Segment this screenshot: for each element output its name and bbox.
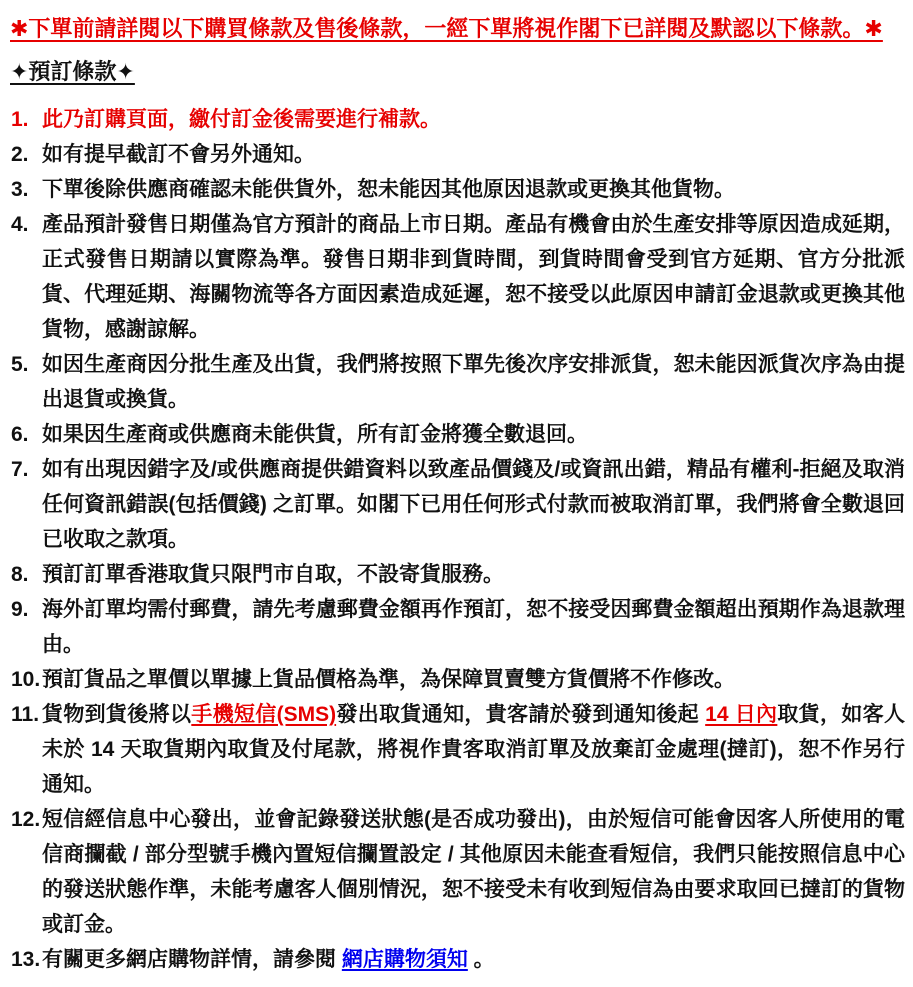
- term-text: [42, 592, 905, 662]
- term-text: [42, 137, 905, 172]
- term-segment: 此乃訂購頁面，繳付訂金後需要進行補款。: [42, 108, 441, 131]
- term-item-8: [10, 557, 905, 592]
- term-segment: 取貨，如客人未於 14 天取貨期內取貨及付尾款，將視作貴客取消訂單及放棄訂金處理(撻訂)，恕不作另行通知。: [42, 703, 905, 796]
- pre-order-warning-banner: ✱下單前請詳閱以下購買條款及售後條款，一經下單將視作閣下已詳閱及默認以下條款。✱: [10, 16, 883, 41]
- term-segment: 短信經信息中心發出，並會記錄發送狀態(是否成功發出)，由於短信可能會因客人所使用的電信商攔截 / 部分型號手機內置短信攔置設定 / 其他原因未能查看短信，我們只能按照信息中心的發送狀態作準，未能考慮客人個別情況，恕不接受未有收到短信為由要求取回已撻訂的貨物或訂金。: [42, 808, 905, 936]
- term-text: [42, 207, 905, 347]
- term-number: 3.: [11, 178, 29, 201]
- term-text: [42, 942, 905, 977]
- term-segment: 預訂貨品之單價以單據上貨品價格為準，為保障買賣雙方貨價將不作修改。: [42, 668, 735, 691]
- term-number: 12.: [11, 808, 41, 831]
- term-text: [42, 417, 905, 452]
- term-item-4: [10, 207, 905, 347]
- term-segment: 海外訂單均需付郵費，請先考慮郵費金額再作預訂，恕不接受因郵費金額超出預期作為退款理由。: [42, 598, 905, 656]
- term-segment: 產品預計發售日期僅為官方預計的商品上市日期。產品有機會由於生產安排等原因造成延期，正式發售日期請以實際為準。發售日期非到貨時間，到貨時間會受到官方延期、官方分批派貨、代理延期、海關物流等各方面因素造成延遲，恕不接受以此原因申請訂金退款或更換其他貨物，感謝諒解。: [42, 213, 905, 341]
- term-text: [42, 172, 905, 207]
- term-segment: 。: [467, 948, 495, 971]
- term-number: 8.: [11, 563, 29, 586]
- term-segment: 如果因生產商或供應商未能供貨，所有訂金將獲全數退回。: [42, 423, 588, 446]
- term-segment: 有關更多網店購物詳情，請參閱: [42, 948, 342, 971]
- term-segment: 如因生產商因分批生產及出貨，我們將按照下單先後次序安排派貨，恕未能因派貨次序為由提出退貨或換貨。: [42, 353, 905, 411]
- term-number: 6.: [11, 423, 29, 446]
- term-item-13: [10, 942, 905, 977]
- term-item-9: [10, 592, 905, 662]
- term-number: 9.: [11, 598, 29, 621]
- term-number: 7.: [11, 458, 29, 481]
- term-item-11: [10, 697, 905, 802]
- term-item-10: [10, 662, 905, 697]
- term-number: 13.: [11, 948, 41, 971]
- section-title-preorder-terms: ✦預訂條款✦: [10, 59, 135, 84]
- term-segment: 貨物到貨後將以: [42, 703, 192, 726]
- term-number: 10.: [11, 668, 41, 691]
- term-text: [42, 452, 905, 557]
- term-highlight: 14 日內: [705, 703, 778, 726]
- term-number: 11.: [11, 703, 40, 726]
- term-text: [42, 347, 905, 417]
- term-item-6: [10, 417, 905, 452]
- term-text: [42, 102, 905, 137]
- term-text: [42, 697, 905, 802]
- term-item-7: [10, 452, 905, 557]
- term-text: [42, 802, 905, 942]
- term-highlight: 手機短信(SMS): [191, 703, 337, 726]
- term-segment: 預訂訂單香港取貨只限門市自取，不設寄貨服務。: [42, 563, 504, 586]
- term-segment: 下單後除供應商確認未能供貨外，恕未能因其他原因退款或更換其他貨物。: [42, 178, 735, 201]
- term-number: 1.: [11, 108, 29, 131]
- term-number: 5.: [11, 353, 29, 376]
- store-shopping-notice-link[interactable]: 網店購物須知: [341, 948, 468, 971]
- term-item-5: [10, 347, 905, 417]
- term-item-1: [10, 102, 905, 137]
- term-text: [42, 557, 905, 592]
- term-number: 4.: [11, 213, 29, 236]
- term-segment: 如有出現因錯字及/或供應商提供錯資料以致產品價錢及/或資訊出錯，精品有權利-拒絕及取消任何資訊錯誤(包括價錢) 之訂單。如閣下已用任何形式付款而被取消訂單，我們將會全數退回已收取之款項。: [42, 458, 905, 551]
- term-text: [42, 662, 905, 697]
- term-item-3: [10, 172, 905, 207]
- terms-list: [10, 102, 905, 977]
- term-segment: 如有提早截訂不會另外通知。: [42, 143, 315, 166]
- term-item-2: [10, 137, 905, 172]
- term-item-12: [10, 802, 905, 942]
- term-segment: 發出取貨通知，貴客請於發到通知後起: [336, 703, 706, 726]
- term-number: 2.: [11, 143, 29, 166]
